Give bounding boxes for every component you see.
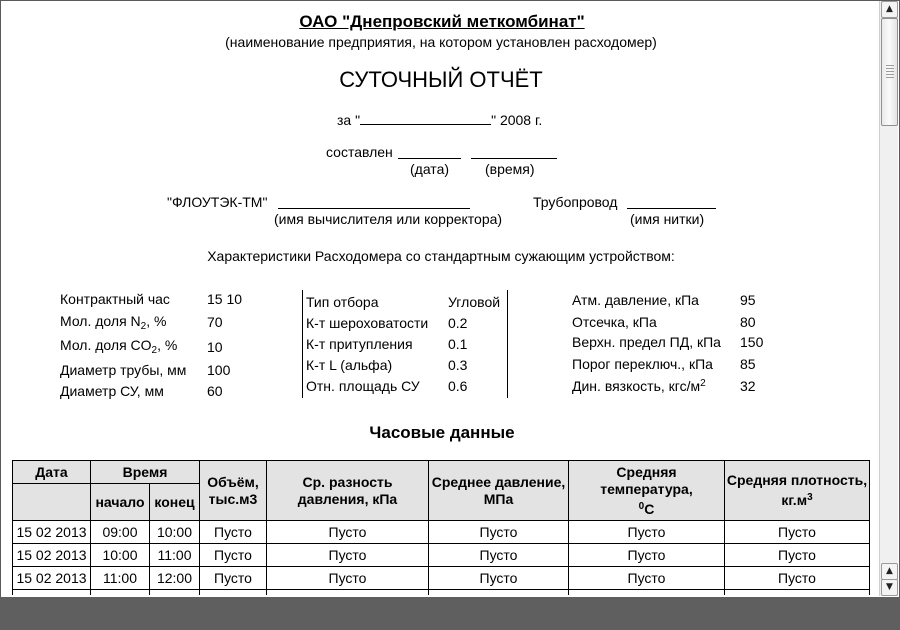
param-value: 80 <box>740 314 756 330</box>
cell-date: 15 02 2013 <box>13 521 91 544</box>
device-name: "ФЛОУТЭК-ТМ" <box>167 194 268 210</box>
device-caption: (имя вычислителя или корректора) <box>274 211 503 227</box>
param-value: 10 <box>207 339 223 355</box>
cell-date: 15 02 2013 <box>13 544 91 567</box>
cell-pressure-diff: Пусто <box>267 567 429 590</box>
cell-empty <box>725 590 870 596</box>
cell-density: Пусто <box>725 521 870 544</box>
cell-pressure: Пусто <box>429 544 569 567</box>
characteristics-heading: Характеристики Расходомера со стандартным сужающим устройством: <box>207 248 675 264</box>
param-label: Контрактный час <box>60 291 170 307</box>
cell-density: Пусто <box>725 567 870 590</box>
param-value: 150 <box>740 334 764 350</box>
param-label: Отсечка, кПа <box>572 314 657 330</box>
cell-temperature: Пусто <box>569 521 725 544</box>
param-value: 70 <box>207 314 223 330</box>
cell-end: 12:00 <box>150 567 200 590</box>
cell-empty <box>91 590 150 596</box>
param-value: 0.6 <box>448 378 468 394</box>
cell-temperature: Пусто <box>569 544 725 567</box>
pipeline-caption: (имя нитки) <box>630 211 705 227</box>
device-blank <box>278 208 470 209</box>
param-label: Отн. площадь СУ <box>306 378 420 394</box>
col-header-end: конец <box>150 484 200 521</box>
cell-date: 15 02 2013 <box>13 567 91 590</box>
cell-empty <box>569 590 725 596</box>
param-label: Тип отбора <box>306 294 379 310</box>
cell-empty <box>13 590 91 596</box>
cell-temperature: Пусто <box>569 567 725 590</box>
cell-empty <box>150 590 200 596</box>
composed-label: составлен <box>326 144 393 160</box>
table-row <box>13 544 870 567</box>
report-period: за " " 2008 г. <box>337 112 543 128</box>
col-header-date-blank <box>13 484 91 521</box>
param-label: Мол. доля $CO_2$, % <box>60 337 178 356</box>
cell-density: Пусто <box>725 544 870 567</box>
grip-icon <box>886 65 894 79</box>
cell-empty <box>429 590 569 596</box>
time-caption: (время) <box>485 161 535 177</box>
param-label: Атм. давление, кПа <box>572 292 699 308</box>
cell-volume: Пусто <box>200 567 267 590</box>
param-value: Угловой <box>448 294 501 310</box>
table-row-partial <box>13 590 870 596</box>
triangle-down-icon: ▼ <box>886 582 893 592</box>
param-label: К-т L (альфа) <box>306 357 393 373</box>
param-value: 85 <box>740 356 756 372</box>
hourly-data-table <box>12 460 870 595</box>
cell-volume: Пусто <box>200 521 267 544</box>
cell-empty <box>267 590 429 596</box>
hourly-data-title: Часовые данные <box>369 423 515 442</box>
param-label: Диаметр трубы, мм <box>60 362 187 378</box>
param-value: 60 <box>207 383 223 399</box>
param-value: 15 10 <box>207 291 243 307</box>
time-blank <box>471 158 557 159</box>
bottom-status-bar <box>0 597 900 630</box>
param-label: Дин. вязкость, кгс/$м^2$ <box>572 378 706 394</box>
param-label: Порог переключ., кПа <box>572 356 713 372</box>
col-header-start: начало <box>91 484 150 521</box>
report-title: СУТОЧНЫЙ ОТЧЁТ <box>339 67 543 92</box>
cell-pressure: Пусто <box>429 521 569 544</box>
triangle-up-icon: ▲ <box>886 4 893 14</box>
col-header-pressure-diff: Ср. разность давления, кПа <box>267 461 429 521</box>
param-value: 0.1 <box>448 336 468 352</box>
params-mid-right-rule <box>507 290 508 398</box>
vertical-scrollbar[interactable] <box>879 1 898 596</box>
cell-pressure-diff: Пусто <box>267 521 429 544</box>
param-value: 32 <box>740 378 756 394</box>
cell-end: 11:00 <box>150 544 200 567</box>
company-name: ОАО "Днепровский меткомбинат" <box>299 12 585 31</box>
pipeline-blank <box>627 208 716 209</box>
cell-pressure: Пусто <box>429 567 569 590</box>
scroll-up-button[interactable] <box>881 1 898 18</box>
table-row <box>13 567 870 590</box>
scroll-down-button[interactable] <box>881 579 898 596</box>
param-label: К-т притупления <box>306 336 413 352</box>
scroll-thumb[interactable] <box>881 18 898 126</box>
triangle-up-icon: ▲ <box>886 566 893 576</box>
cell-start: 10:00 <box>91 544 150 567</box>
param-label: Верхн. предел ПД, кПа <box>572 334 721 350</box>
param-value: 100 <box>207 362 231 378</box>
cell-start: 11:00 <box>91 567 150 590</box>
col-header-date: Дата <box>13 461 91 484</box>
pipeline-label: Трубопровод <box>533 194 618 210</box>
cell-empty <box>200 590 267 596</box>
param-label: Диаметр СУ, мм <box>60 383 164 399</box>
cell-pressure-diff: Пусто <box>267 544 429 567</box>
table-row <box>13 521 870 544</box>
param-label: К-т шероховатости <box>306 315 429 331</box>
col-header-pressure: Среднее давление, МПа <box>429 461 569 521</box>
param-value: 0.3 <box>448 357 468 373</box>
cell-volume: Пусто <box>200 544 267 567</box>
col-header-volume: Объём, тыс.м3 <box>200 461 267 521</box>
company-caption: (наименование предприятия, на котором установлен расходомер) <box>225 34 657 50</box>
date-blank <box>398 158 461 159</box>
col-header-time: Время <box>91 461 200 484</box>
cell-start: 09:00 <box>91 521 150 544</box>
param-value: 95 <box>740 292 756 308</box>
params-mid-left-rule <box>302 290 303 398</box>
scroll-up-button-lower[interactable] <box>881 563 898 580</box>
cell-end: 10:00 <box>150 521 200 544</box>
param-value: 0.2 <box>448 315 468 331</box>
param-label: Мол. доля $N_2$, % <box>60 313 167 332</box>
date-caption: (дата) <box>410 161 450 177</box>
col-header-temperature: Средняя температура, $^0$С <box>569 461 725 521</box>
col-header-density: Средняя плотность, $кг.м^3$ <box>725 461 870 521</box>
report-viewport <box>1 1 878 595</box>
